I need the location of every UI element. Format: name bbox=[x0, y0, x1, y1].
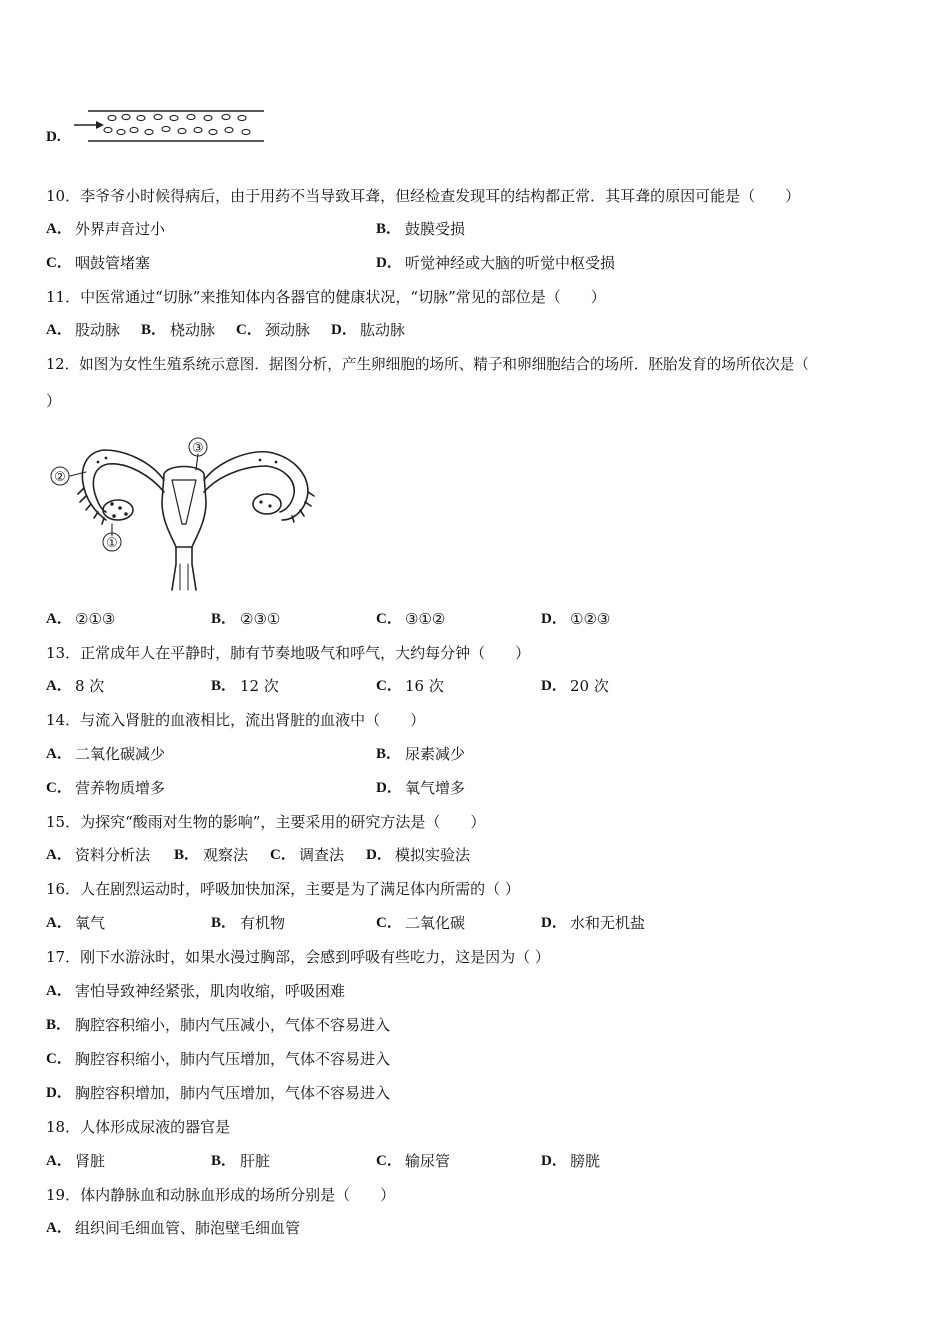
q19-option-a-label: A． bbox=[46, 1220, 72, 1236]
q18-option-c-text: 输尿管 bbox=[405, 1152, 451, 1170]
q16-option-a-label: A． bbox=[46, 915, 72, 931]
q16-option-c-label: C． bbox=[376, 915, 402, 931]
q18-option-c-label: C． bbox=[376, 1153, 402, 1169]
q10-option-d-text: 听觉神经或大脑的听觉中枢受损 bbox=[405, 254, 616, 272]
q15-option-d-text: 模拟实验法 bbox=[395, 846, 471, 864]
q12-option-b-label: B． bbox=[211, 611, 237, 627]
q17-option-b-label: B． bbox=[46, 1017, 72, 1033]
q11-option-c-text: 颈动脉 bbox=[265, 321, 311, 339]
figure-label-1: ① bbox=[106, 536, 118, 551]
q15-option-b-label: B． bbox=[174, 847, 200, 863]
q13-option-c-text: 16 次 bbox=[405, 677, 444, 695]
q14-option-b-text: 尿素减少 bbox=[405, 745, 466, 763]
q11-option-b-text: 桡动脉 bbox=[170, 321, 216, 339]
q13-stem: 13．正常成年人在平静时，肺有节奏地吸气和呼气，大约每分钟（ ） bbox=[46, 644, 531, 662]
q9-option-d-label: D. bbox=[46, 129, 61, 145]
q11-option-a-label: A． bbox=[46, 322, 72, 338]
q18-option-d-text: 膀胱 bbox=[570, 1152, 601, 1170]
q13-option-b-label: B． bbox=[211, 678, 237, 694]
q12-stem-continued: ） bbox=[46, 392, 62, 410]
q14-option-d-text: 氧气增多 bbox=[405, 779, 466, 797]
q17-option-c-text: 胸腔容积缩小，肺内气压增加，气体不容易进入 bbox=[75, 1050, 391, 1068]
q11-option-a-text: 股动脉 bbox=[75, 321, 121, 339]
q12-option-a-label: A． bbox=[46, 611, 72, 627]
q19-stem: 19．体内静脉血和动脉血形成的场所分别是（ ） bbox=[46, 1186, 396, 1204]
q18-option-a-text: 肾脏 bbox=[75, 1152, 106, 1170]
q14-stem: 14．与流入肾脏的血液相比，流出肾脏的血液中（ ） bbox=[46, 711, 426, 729]
q16-option-d-text: 水和无机盐 bbox=[570, 914, 646, 932]
q13-option-d-label: D． bbox=[541, 678, 567, 694]
q14-option-b-label: B． bbox=[376, 746, 402, 762]
q16-option-b-text: 有机物 bbox=[240, 914, 286, 932]
q11-option-b-label: B． bbox=[141, 322, 167, 338]
q12-stem: 12．如图为女性生殖系统示意图．据图分析，产生卵细胞的场所、精子和卵细胞结合的场所．胚胎发育的场所依次是（ bbox=[46, 356, 809, 373]
q18-stem: 18．人体形成尿液的器官是 bbox=[46, 1118, 231, 1136]
q15-option-a-text: 资料分析法 bbox=[75, 846, 151, 864]
q14-option-d-label: D． bbox=[376, 780, 402, 796]
q16-option-b-label: B． bbox=[211, 915, 237, 931]
q12-option-c-text: ③①② bbox=[405, 610, 446, 628]
q19-option-a-text: 组织间毛细血管、肺泡壁毛细血管 bbox=[75, 1219, 301, 1237]
q18-option-a-label: A． bbox=[46, 1153, 72, 1169]
q18-option-b-label: B． bbox=[211, 1153, 237, 1169]
q14-option-a-text: 二氧化碳减少 bbox=[75, 745, 166, 763]
q15-option-b-text: 观察法 bbox=[203, 846, 249, 864]
q14-option-c-label: C． bbox=[46, 780, 72, 796]
q11-option-d-label: D． bbox=[331, 322, 357, 338]
q17-option-d-text: 胸腔容积增加，肺内气压增加，气体不容易进入 bbox=[75, 1084, 391, 1102]
q15-option-a-label: A． bbox=[46, 847, 72, 863]
q10-option-a-text: 外界声音过小 bbox=[75, 220, 166, 238]
q18-option-d-label: D． bbox=[541, 1153, 567, 1169]
q10-option-a-label: A． bbox=[46, 221, 72, 237]
q16-option-c-text: 二氧化碳 bbox=[405, 914, 466, 932]
q13-option-c-label: C． bbox=[376, 678, 402, 694]
q16-stem: 16．人在剧烈运动时，呼吸加快加深，主要是为了满足体内所需的（ ） bbox=[46, 880, 520, 898]
q15-stem: 15．为探究“酸雨对生物的影响”，主要采用的研究方法是（ ） bbox=[46, 813, 486, 831]
q10-option-c-label: C． bbox=[46, 255, 72, 271]
q13-option-a-label: A． bbox=[46, 678, 72, 694]
q17-option-a-text: 害怕导致神经紧张，肌肉收缩，呼吸困难 bbox=[75, 982, 346, 1000]
q11-stem: 11．中医常通过“切脉”来推知体内各器官的健康状况，“切脉”常见的部位是（ ） bbox=[46, 288, 606, 306]
q16-option-a-text: 氧气 bbox=[75, 914, 106, 932]
figure-label-3: ③ bbox=[192, 441, 204, 456]
q17-option-c-label: C． bbox=[46, 1051, 72, 1067]
q15-option-c-text: 调查法 bbox=[299, 846, 345, 864]
female-reproductive-system-figure bbox=[46, 432, 321, 592]
q11-option-d-text: 肱动脉 bbox=[360, 321, 406, 339]
q14-option-c-text: 营养物质增多 bbox=[75, 779, 166, 797]
blood-vessel-figure bbox=[74, 108, 269, 144]
q12-option-b-text: ②③① bbox=[240, 610, 281, 628]
q12-option-d-label: D． bbox=[541, 611, 567, 627]
q13-option-a-text: 8 次 bbox=[75, 677, 105, 695]
q15-option-d-label: D． bbox=[366, 847, 392, 863]
q13-option-b-text: 12 次 bbox=[240, 677, 279, 695]
q15-option-c-label: C． bbox=[270, 847, 296, 863]
q17-option-a-label: A． bbox=[46, 983, 72, 999]
q17-stem: 17．刚下水游泳时，如果水漫过胸部，会感到呼吸有些吃力，这是因为（ ） bbox=[46, 948, 550, 966]
q14-option-a-label: A． bbox=[46, 746, 72, 762]
figure-label-2: ② bbox=[54, 470, 66, 485]
q17-option-b-text: 胸腔容积缩小，肺内气压减小，气体不容易进入 bbox=[75, 1016, 391, 1034]
q10-option-b-text: 鼓膜受损 bbox=[405, 220, 466, 238]
q18-option-b-text: 肝脏 bbox=[240, 1152, 271, 1170]
q12-option-c-label: C． bbox=[376, 611, 402, 627]
q10-stem: 10．李爷爷小时候得病后，由于用药不当导致耳聋，但经检查发现耳的结构都正常．其耳聋的原因可能是（ ） bbox=[46, 187, 801, 205]
q11-option-c-label: C． bbox=[236, 322, 262, 338]
q13-option-d-text: 20 次 bbox=[570, 677, 609, 695]
q12-option-d-text: ①②③ bbox=[570, 610, 611, 628]
q17-option-d-label: D． bbox=[46, 1085, 72, 1101]
q16-option-d-label: D． bbox=[541, 915, 567, 931]
q10-option-b-label: B． bbox=[376, 221, 402, 237]
q12-option-a-text: ②①③ bbox=[75, 610, 116, 628]
q10-option-d-label: D． bbox=[376, 255, 402, 271]
q10-option-c-text: 咽鼓管堵塞 bbox=[75, 254, 151, 272]
